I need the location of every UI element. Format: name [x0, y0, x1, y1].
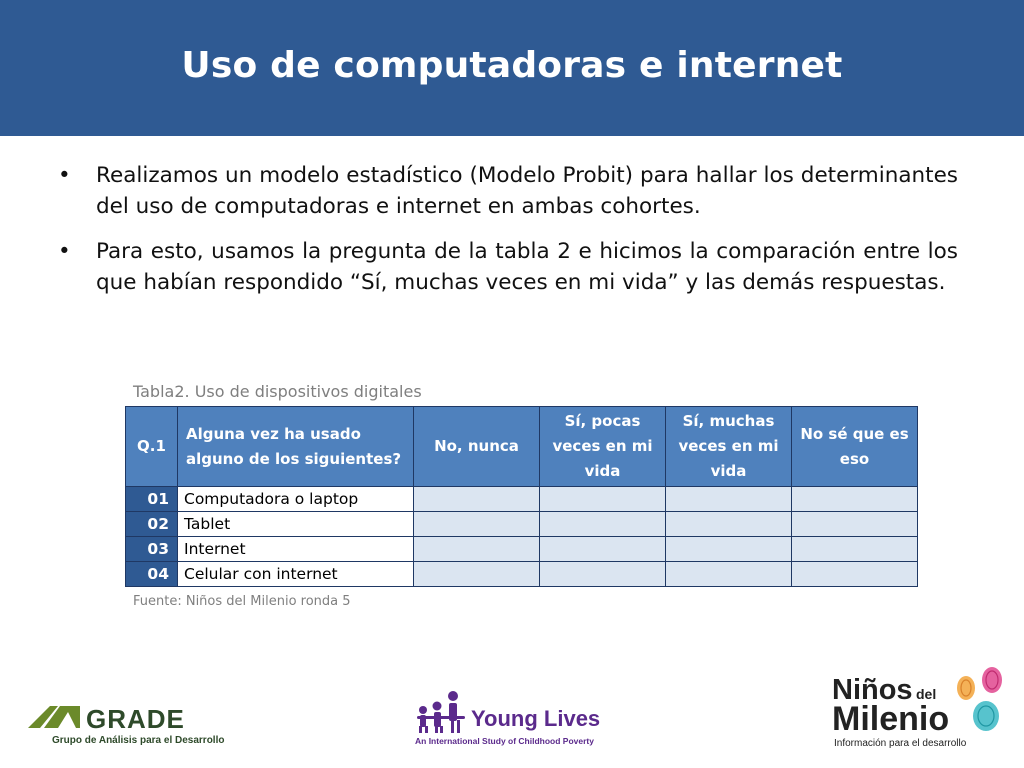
- answer-cell: [666, 562, 792, 587]
- milenio-word: Milenio: [832, 700, 950, 738]
- survey-table: [125, 406, 918, 587]
- row-number: 04: [126, 562, 178, 587]
- table-row: [126, 537, 918, 562]
- table-row: [126, 512, 918, 537]
- answer-cell: [792, 562, 918, 587]
- answer-cell: [414, 487, 540, 512]
- answer-cell: [540, 512, 666, 537]
- answer-cell: [792, 512, 918, 537]
- table-row: [126, 487, 918, 512]
- row-item: Computadora o laptop: [178, 487, 414, 512]
- ninos-del-milenio-logo: [832, 662, 1012, 752]
- row-item: Internet: [178, 537, 414, 562]
- answer-cell: [414, 562, 540, 587]
- bullet-item: [58, 160, 958, 222]
- row-number: 02: [126, 512, 178, 537]
- grade-wordmark: GRADE: [86, 704, 185, 734]
- answer-cell: [540, 537, 666, 562]
- bullet-marker: •: [58, 163, 71, 188]
- header-option-unknown: No sé que es eso: [792, 407, 918, 487]
- table-caption: Tabla2. Uso de dispositivos digitales: [133, 382, 422, 401]
- header-q: Q.1: [126, 407, 178, 487]
- answer-cell: [792, 537, 918, 562]
- answer-cell: [666, 512, 792, 537]
- answer-cell: [666, 487, 792, 512]
- table-row: [126, 562, 918, 587]
- ninos-word: Niños: [832, 674, 913, 706]
- grade-chevron-icon: [28, 704, 84, 730]
- bullet-text: Para esto, usamos la pregunta de la tabla 2 e hicimos la comparación entre los que habían respondido “Sí, muchas veces en mi vida” y las demás respuestas.: [96, 239, 958, 295]
- answer-cell: [540, 487, 666, 512]
- row-item: Celular con internet: [178, 562, 414, 587]
- answer-cell: [792, 487, 918, 512]
- del-word: del: [916, 686, 937, 702]
- children-figures-icon: [413, 688, 471, 734]
- header-question: Alguna vez ha usado alguno de los siguientes?: [178, 407, 414, 487]
- young-lives-subtitle: An International Study of Childhood Poverty: [415, 736, 594, 746]
- header-option-few: Sí, pocas veces en mi vida: [540, 407, 666, 487]
- answer-cell: [540, 562, 666, 587]
- table-header-row: [126, 407, 918, 487]
- young-lives-wordmark: Young Lives: [471, 706, 601, 731]
- young-lives-logo: [413, 688, 603, 748]
- grade-subtitle: Grupo de Análisis para el Desarrollo: [52, 735, 225, 746]
- fingerprints-icon: [952, 662, 1012, 738]
- table-source: Fuente: Niños del Milenio ronda 5: [133, 594, 351, 609]
- bullet-marker: •: [58, 239, 71, 264]
- bullet-text: Realizamos un modelo estadístico (Modelo Probit) para hallar los determinantes del uso de computadoras e internet en ambas cohortes.: [96, 163, 958, 219]
- bullet-list: [58, 160, 958, 312]
- bullet-item: [58, 236, 958, 298]
- slide-title: Uso de computadoras e internet: [181, 45, 843, 86]
- row-item: Tablet: [178, 512, 414, 537]
- row-number: 03: [126, 537, 178, 562]
- ninos-subtitle: Información para el desarrollo: [834, 738, 967, 749]
- title-bar: [0, 0, 1024, 136]
- grade-logo: [28, 704, 225, 748]
- header-option-never: No, nunca: [414, 407, 540, 487]
- row-number: 01: [126, 487, 178, 512]
- answer-cell: [414, 537, 540, 562]
- header-option-many: Sí, muchas veces en mi vida: [666, 407, 792, 487]
- answer-cell: [666, 537, 792, 562]
- answer-cell: [414, 512, 540, 537]
